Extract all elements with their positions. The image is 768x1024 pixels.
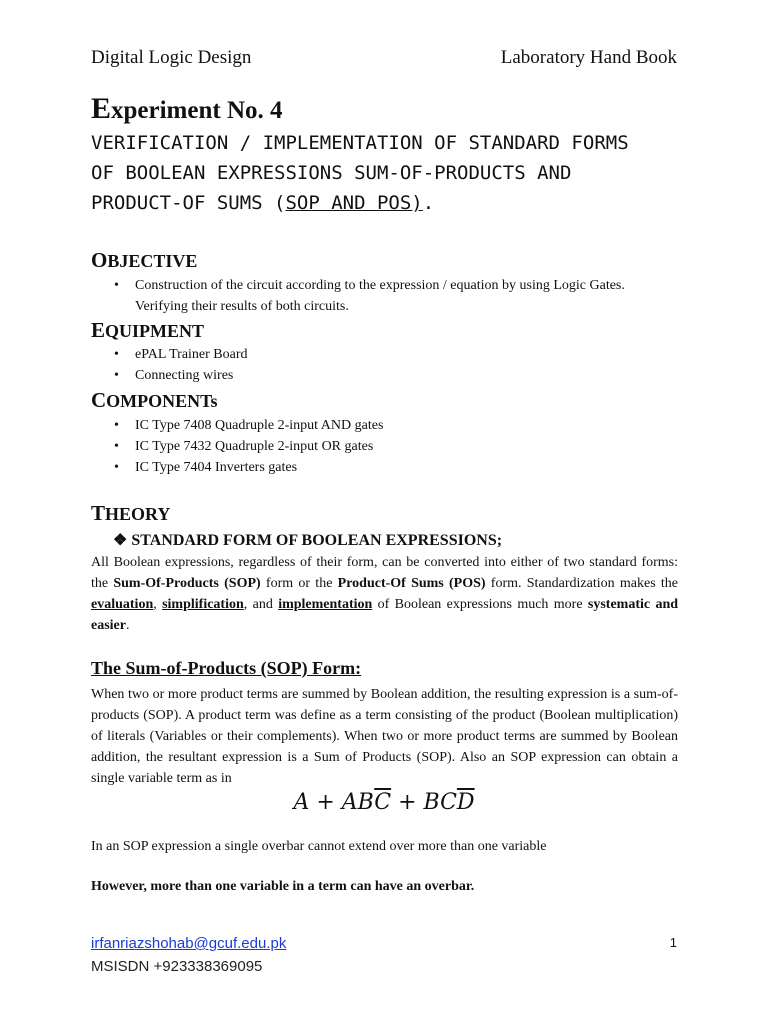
sop-equation: $A + AB\overline{C} + BC\overline{D}$ xyxy=(293,790,475,815)
sop-heading: The Sum-of-Products (SOP) Form: xyxy=(91,658,362,678)
theory-heading: THEORY xyxy=(91,501,171,525)
equipment-heading: EQUIPMENT xyxy=(91,318,205,342)
equipment-list xyxy=(91,344,679,386)
sop-paragraph: When two or more product terms are summed by Boolean addition, the resulting expression is a sum-of-products (SOP). A product term was define as a term consisting of the product (Boolean multiplication) of literals (Variables or their complements). When two or more product terms are summed by Boolean addition, the resultant expression is a Sum of Products (SOP). Also an SOP expression can obtain a single variable term as in xyxy=(91,687,678,786)
diamond-bullet-icon: ❖ xyxy=(113,532,128,549)
sop-note: In an SOP expression a single overbar cannot extend over more than one variable xyxy=(91,839,547,854)
components-heading: COMPONENTs xyxy=(91,388,218,412)
sop-bold-note: However, more than one variable in a term can have an overbar. xyxy=(91,879,475,894)
list-item: • ePAL Trainer Board xyxy=(91,344,679,365)
experiment-title: VERIFICATION / IMPLEMENTATION OF STANDARD FORMS OF BOOLEAN EXPRESSIONS SUM-OF-PRODUCTS AND PRODUCT-OF SUMS (SOP AND POS). xyxy=(91,132,629,214)
footer-email-link[interactable]: irfanriazshohab@gcuf.edu.pk xyxy=(91,935,287,952)
list-item: • IC Type 7408 Quadruple 2-input AND gates xyxy=(91,415,679,436)
experiment-heading: Experiment No. 4 xyxy=(91,92,283,125)
list-item: • IC Type 7404 Inverters gates xyxy=(91,457,679,478)
header-right-title: Laboratory Hand Book xyxy=(500,47,677,68)
list-item: • IC Type 7432 Quadruple 2-input OR gates xyxy=(91,436,679,457)
components-list xyxy=(91,415,679,478)
header-left-title: Digital Logic Design xyxy=(91,47,252,68)
page-number: 1 xyxy=(669,935,677,950)
footer-phone: MSISDN +923338369095 xyxy=(91,958,263,975)
objective-list xyxy=(91,275,679,317)
list-item: • Connecting wires xyxy=(91,365,679,386)
theory-paragraph: All Boolean expressions, regardless of their form, can be converted into either of two standard forms: the Sum-Of-Products (SOP) form or the Product-Of Sums (POS) form. Standardization makes the evaluation, simplification, and implementation of Boolean expressions much more systematic and easier. xyxy=(91,555,679,633)
standard-form-heading: ❖ STANDARD FORM OF BOOLEAN EXPRESSIONS; xyxy=(113,532,503,549)
objective-heading: OBJECTIVE xyxy=(91,248,198,272)
list-item: • Construction of the circuit according to the expression / equation by using Logic Gates. Verifying their results of both circuits. xyxy=(91,275,679,317)
